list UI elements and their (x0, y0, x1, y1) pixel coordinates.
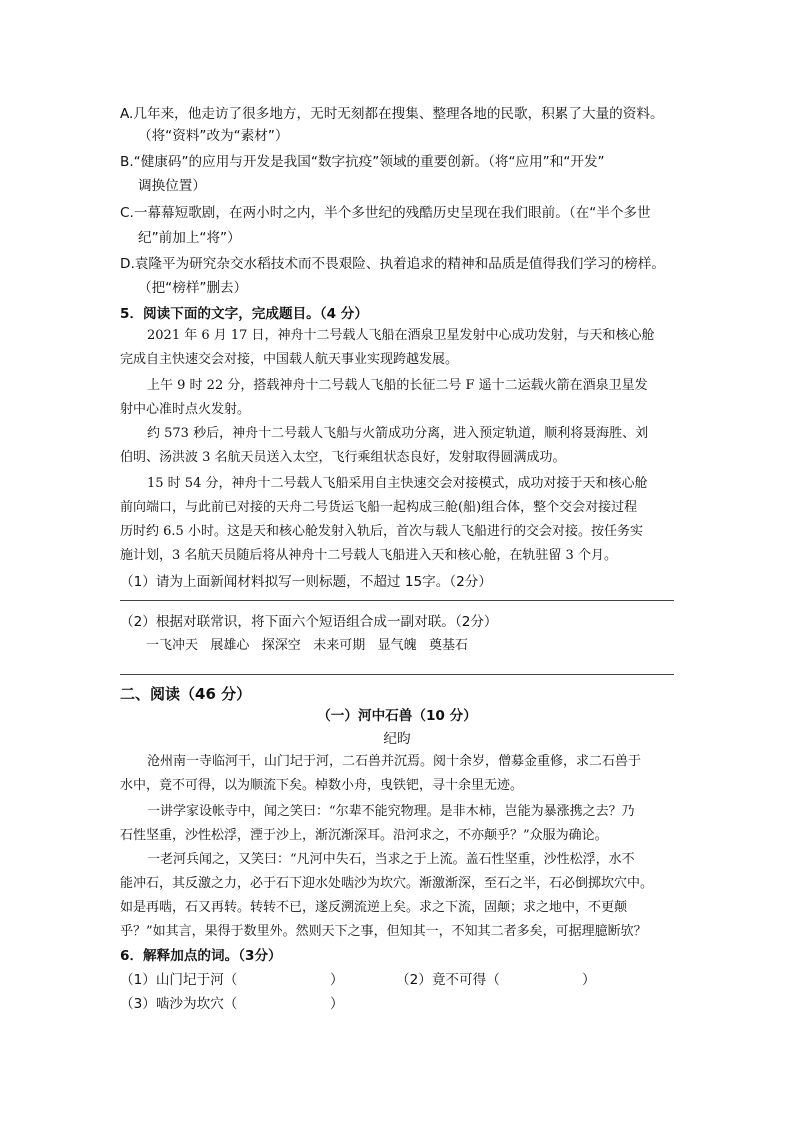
answer-line[interactable] (120, 674, 674, 675)
q5-passage-line: 约 573 秒后，神舟十二号载人飞船与火箭成功分离，进入预定轨道，顺利将聂海胜、刘 (147, 426, 649, 441)
q6-item-1-close: ） (330, 972, 344, 988)
classical-passage-line: 能冲石，其反激之力，必于石下迎水处啮沙为坎穴。渐激渐深，至石之半，石必倒掷坎穴中。 (120, 876, 654, 891)
q5-sub2: （2）根据对联常识，将下面六个短语组合成一副对联。（2分） (120, 614, 498, 630)
q5-passage-line: 前向端口，与此前已对接的天舟二号货运飞船一起构成三舱(船)组合体，整个交会对接过程 (120, 500, 638, 515)
classical-passage-line: 一讲学家设帐寺中，闻之笑曰：“尔辈不能究物理。是非木柿，岂能为暴涨携之去？乃 (147, 804, 635, 819)
q5-passage-line: 伯明、汤洪波 3 名航天员送入太空，飞行乘组状态良好，发射取得圆满成功。 (120, 450, 566, 465)
option-c-line1: C.一幕幕短歌剧，在两小时之内，半个多世纪的残酷历史呈现在我们眼前。（在“半个多世 (120, 205, 651, 221)
option-b-line1: B.“健康码”的应用与开发是我国“数字抗疫”领域的重要创新。（将“应用”和“开发” (120, 154, 605, 170)
q6-item-2-label: （2）竟不可得（ (396, 972, 500, 988)
q5-title: 5．阅读下面的文字，完成题目。（4 分） (120, 306, 368, 322)
q5-passage-line: 15 时 54 分，神舟十二号载人飞船采用自主快速交会对接模式，成功对接于天和核心舱 (147, 476, 648, 491)
q5-passage-line: 施计划，3 名航天员随后将从神舟十二号载人飞船进入天和核心舱，在轨驻留 3 个月。 (120, 548, 617, 563)
q5-passage-line: 完成自主快速交会对接，中国载人航天事业实现跨越发展。 (120, 352, 459, 367)
classical-passage-line: 石性坚重，沙性松浮，湮于沙上，渐沉渐深耳。沿河求之，不亦颠乎？”众服为确论。 (120, 828, 608, 843)
classical-passage-line: 一老河兵闻之，又笑曰：“凡河中失石，当求之于上流。盖石性坚重，沙性松浮，水不 (147, 852, 635, 867)
option-b-line2: 调换位置） (138, 178, 206, 194)
q6-item-3-label: （3）啮沙为坎穴（ (120, 996, 238, 1012)
q5-passage-line: 2021 年 6 月 17 日，神舟十二号载人飞船在酒泉卫星发射中心成功发射，与天和核心舱 (147, 328, 655, 343)
couplet-phrases: 一飞冲天 展雄心 探深空 未来可期 显气魄 奠基石 (146, 638, 468, 653)
classical-passage-line: 如是再啮，石又再转。转转不已，遂反溯流逆上矣。求之下流，固颠；求之地中，不更颠 (120, 900, 628, 915)
answer-line[interactable] (120, 600, 674, 601)
q5-passage-line: 射中心准时点火发射。 (120, 402, 251, 417)
option-c-line2: 纪”前加上“将”） (138, 230, 241, 246)
q5-sub1: （1）请为上面新闻材料拟写一则标题，不超过 15字。（2分） (120, 574, 492, 590)
q6-item-2-close: ） (582, 972, 596, 988)
option-d-line1: D.袁隆平为研究杂交水稻技术而不畏艰险、执着追求的精神和品质是值得我们学习的榜样。 (120, 256, 665, 272)
q5-passage-line: 上午 9 时 22 分，搭载神舟十二号载人飞船的长征二号 F 遥十二运载火箭在酒泉卫星发 (147, 378, 648, 393)
option-a-line1: A.几年来，他走访了很多地方，无时无刻都在搜集、整理各地的民歌，积累了大量的资料。 (120, 106, 664, 122)
option-a-line2: （将“资料”改为“素材”） (138, 128, 289, 144)
classical-passage-line: 沧州南一寺临河干，山门圮于河，二石兽并沉焉。阅十余岁，僧募金重修，求二石兽于 (147, 754, 642, 769)
q6-item-3-close: ） (330, 996, 344, 1012)
q5-passage-line: 历时约 6.5 小时。这是天和核心舱发射入轨后，首次与载人飞船进行的交会对接。按任务实 (120, 524, 643, 539)
section-heading: 二、阅读（46 分） (120, 685, 252, 703)
q6-title: 6．解释加点的词。（3分） (120, 948, 282, 964)
passage-subheading: （一）河中石兽（10 分） (317, 708, 477, 724)
q6-item-1-label: （1）山门圮于河（ (120, 972, 238, 988)
option-d-line2: （把“榜样”删去） (138, 280, 248, 296)
classical-passage-line: 水中，竟不可得，以为顺流下矣。棹数小舟，曳铁钯，寻十余里无迹。 (120, 778, 524, 793)
classical-passage-line: 乎？”如其言，果得于数里外。然则天下之事，但知其一，不知其二者多矣，可据理臆断欤？ (120, 924, 647, 939)
passage-author: 纪昀 (383, 731, 411, 747)
